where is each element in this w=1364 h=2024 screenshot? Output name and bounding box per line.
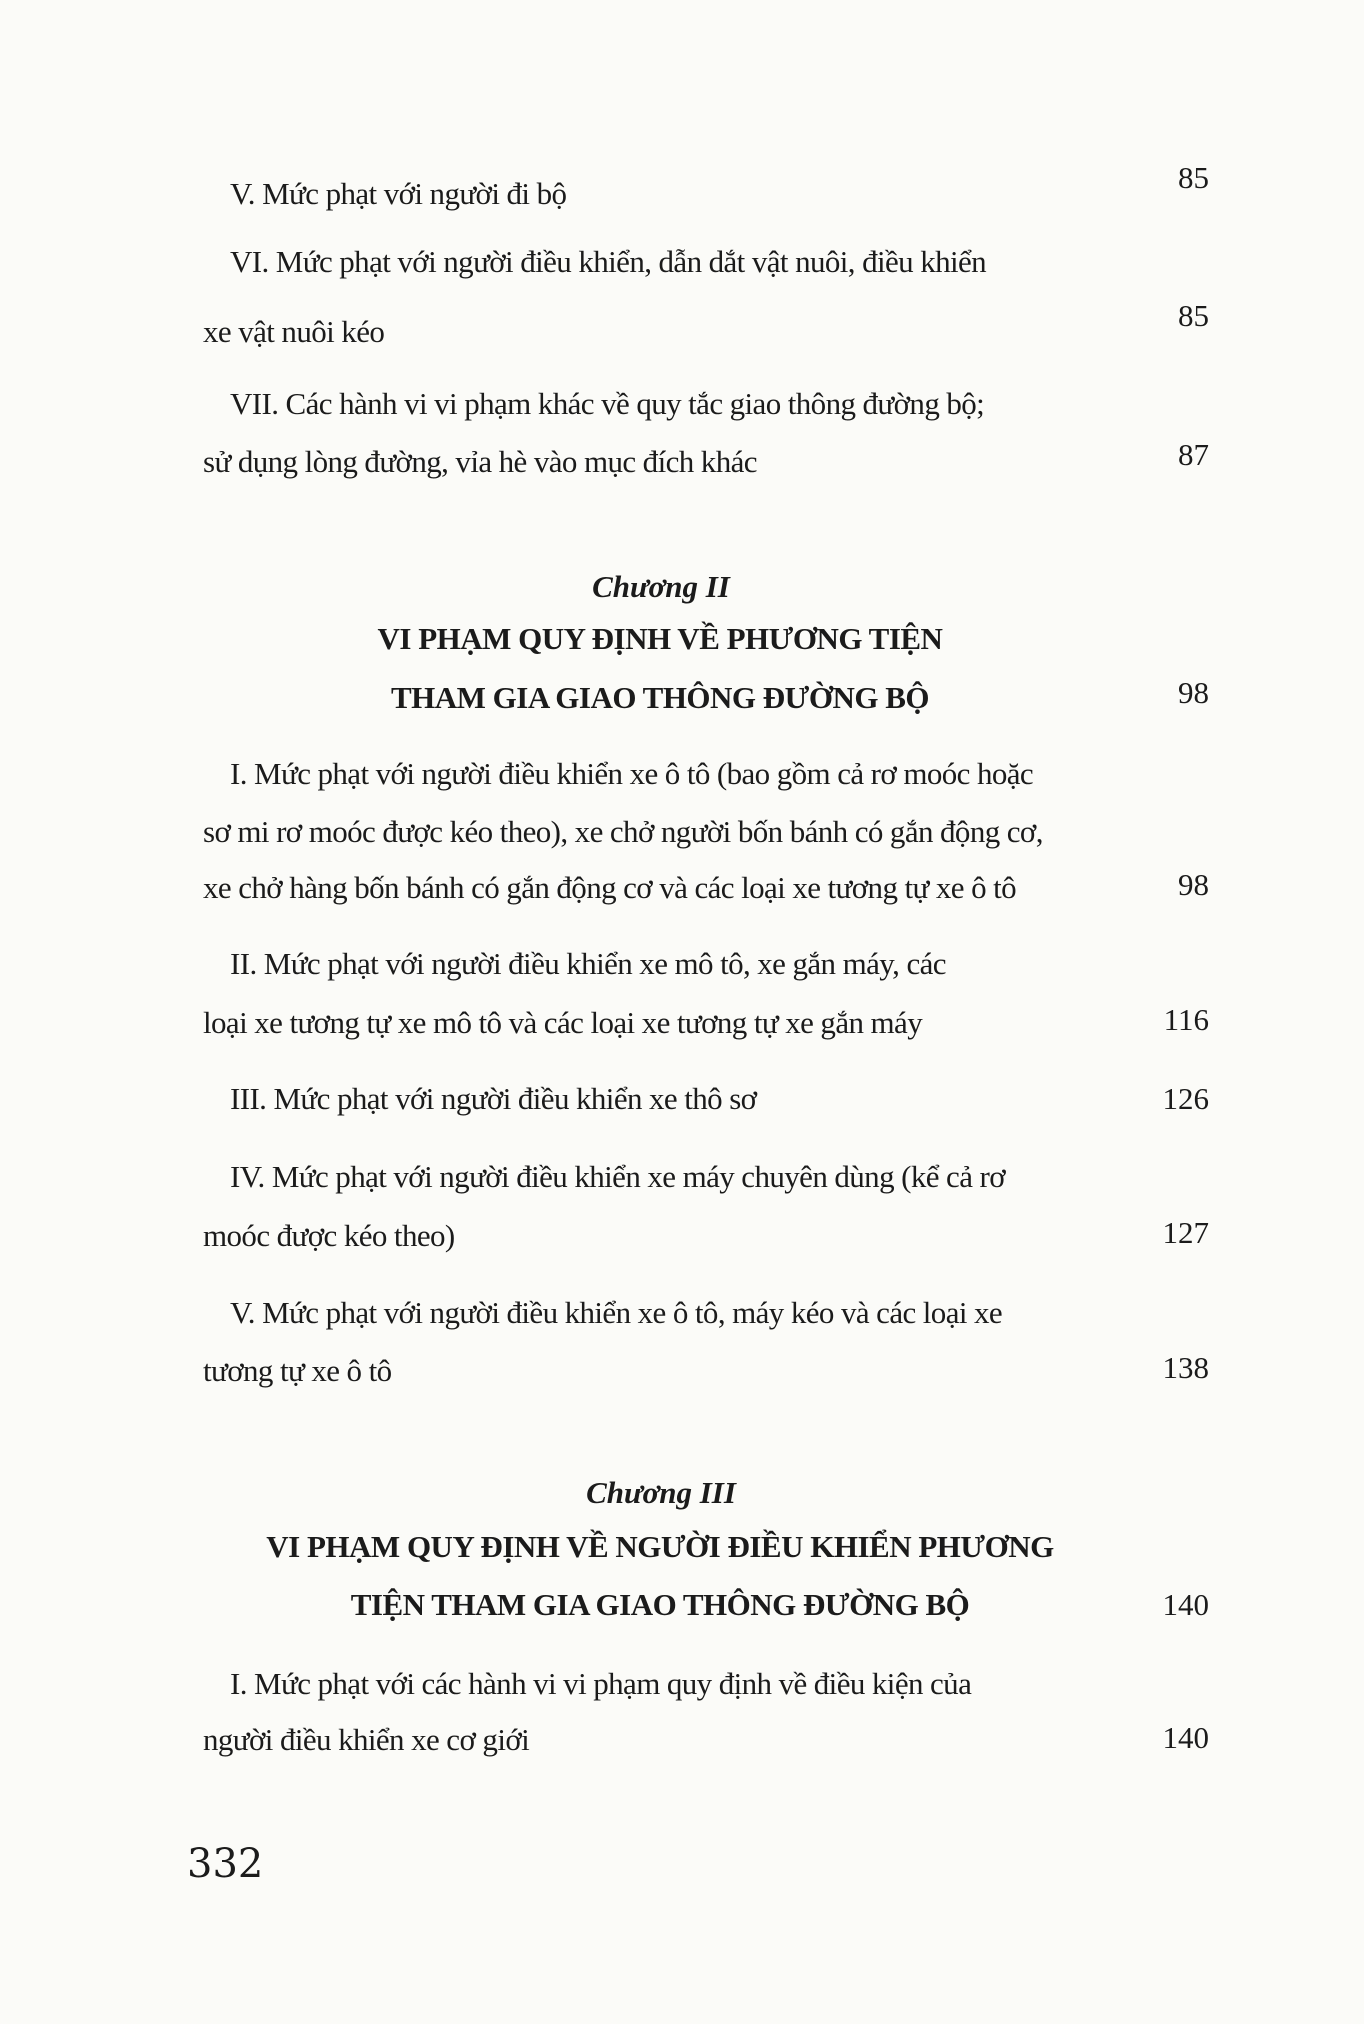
page-number: 332 xyxy=(187,1841,264,1887)
toc-page-number: 140 xyxy=(1162,1720,1209,1755)
toc-entry-line: II. Mức phạt với người điều khiển xe mô tô, xe gắn máy, các xyxy=(230,946,946,981)
toc-page-number: 138 xyxy=(1162,1350,1209,1385)
toc-entry-line: I. Mức phạt với các hành vi vi phạm quy định về điều kiện của xyxy=(230,1666,972,1701)
toc-page-number: 85 xyxy=(1178,298,1209,333)
toc-entry-line: I. Mức phạt với người điều khiển xe ô tô (bao gồm cả rơ moóc hoặc xyxy=(230,756,1034,791)
toc-entry-line: IV. Mức phạt với người điều khiển xe máy chuyên dùng (kể cả rơ xyxy=(230,1159,1006,1194)
chapter-title: THAM GIA GIAO THÔNG ĐƯỜNG BỘ xyxy=(390,680,930,715)
toc-entry-line: III. Mức phạt với người điều khiển xe thô sơ xyxy=(230,1081,757,1116)
toc-page-number: 116 xyxy=(1163,1002,1209,1037)
chapter-title: VI PHẠM QUY ĐỊNH VỀ PHƯƠNG TIỆN xyxy=(377,621,943,656)
chapter-label: Chương II xyxy=(592,569,730,604)
toc-entry-line: người điều khiển xe cơ giới xyxy=(203,1722,530,1757)
toc-page-number: 98 xyxy=(1178,675,1209,710)
toc-entry-line: sử dụng lòng đường, vỉa hè vào mục đích khác xyxy=(203,444,757,479)
chapter-label: Chương III xyxy=(586,1475,736,1510)
toc-entry-line: VII. Các hành vi vi phạm khác về quy tắc giao thông đường bộ; xyxy=(230,386,985,421)
toc-page-number: 85 xyxy=(1178,160,1209,195)
toc-page-number: 98 xyxy=(1178,867,1209,902)
chapter-title: VI PHẠM QUY ĐỊNH VỀ NGƯỜI ĐIỀU KHIỂN PHƯƠNG xyxy=(266,1529,1054,1564)
chapter-title: TIỆN THAM GIA GIAO THÔNG ĐƯỜNG BỘ xyxy=(350,1587,970,1622)
toc-page-number: 87 xyxy=(1178,437,1209,472)
toc-page-number: 140 xyxy=(1162,1587,1209,1622)
toc-page-number: 127 xyxy=(1162,1215,1209,1250)
toc-page-number: 126 xyxy=(1162,1081,1209,1116)
toc-entry-line: sơ mi rơ moóc được kéo theo), xe chở người bốn bánh có gắn động cơ, xyxy=(203,814,1043,849)
toc-entry-line: VI. Mức phạt với người điều khiển, dẫn dắt vật nuôi, điều khiển xyxy=(230,244,987,279)
toc-entry-line: V. Mức phạt với người đi bộ xyxy=(230,176,567,211)
toc-entry-line: V. Mức phạt với người điều khiển xe ô tô, máy kéo và các loại xe xyxy=(230,1295,1003,1330)
toc-entry-line: loại xe tương tự xe mô tô và các loại xe tương tự xe gắn máy xyxy=(203,1005,923,1040)
toc-entry-line: xe vật nuôi kéo xyxy=(203,314,385,349)
toc-entry-line: moóc được kéo theo) xyxy=(203,1218,455,1253)
toc-entry-line: xe chở hàng bốn bánh có gắn động cơ và các loại xe tương tự xe ô tô xyxy=(203,870,1017,905)
toc-entry-line: tương tự xe ô tô xyxy=(203,1353,392,1388)
